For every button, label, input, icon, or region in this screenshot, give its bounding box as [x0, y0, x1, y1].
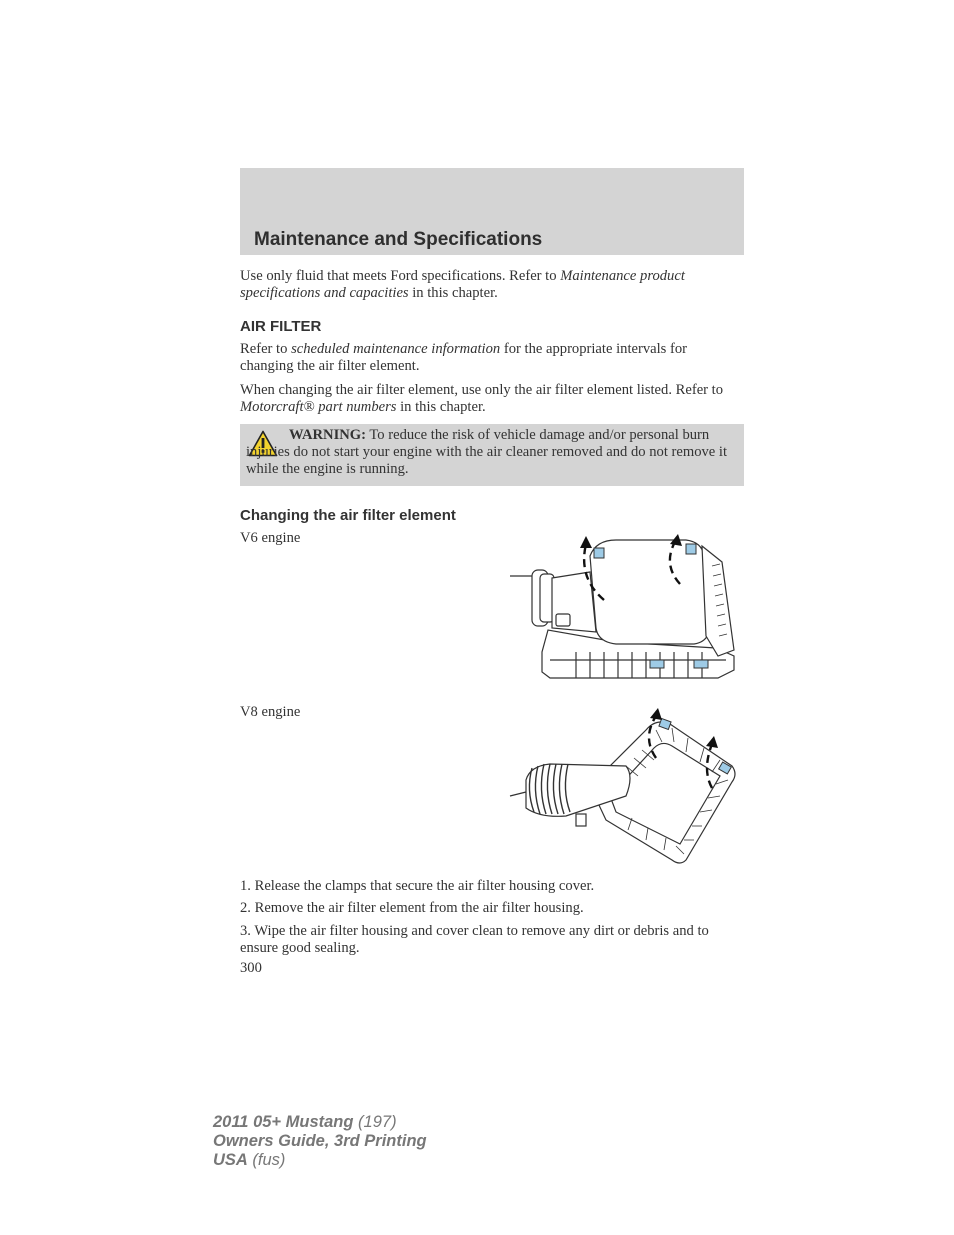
- step-1: 1. Release the clamps that secure the air filter housing cover.: [240, 878, 595, 894]
- p2-text-2: in this chapter.: [396, 399, 486, 415]
- intro-text-2: in this chapter.: [408, 285, 498, 301]
- p1-text-1: Refer to: [240, 341, 292, 357]
- air-filter-paragraph-1: [240, 341, 740, 375]
- v8-label: V8 engine: [240, 704, 301, 720]
- v6-label: V6 engine: [240, 530, 301, 546]
- warning-body: To reduce the risk of vehicle damage and/or personal burn injuries do not start your engine with the air cleaner removed and do not remove it while the engine is running.: [246, 427, 728, 477]
- footer-model-code: (197): [353, 1113, 397, 1131]
- warning-box: [240, 424, 744, 486]
- step-2: 2. Remove the air filter element from the air filter housing.: [240, 900, 584, 916]
- v6-air-filter-illustration: [506, 532, 742, 684]
- page-number: 300: [240, 960, 262, 976]
- air-filter-paragraph-2: [240, 382, 740, 416]
- v8-air-filter-illustration: [506, 704, 742, 864]
- footer-model: 2011 05+ Mustang: [213, 1113, 354, 1131]
- warning-label: WARNING:: [289, 427, 367, 443]
- footer-line-1: [213, 1113, 427, 1132]
- p1-text-2: for the appropriate intervals for changing the air filter element.: [240, 341, 688, 374]
- footer-market-code: (fus): [247, 1151, 286, 1169]
- changing-heading: Changing the air filter element: [240, 507, 456, 524]
- footer: [213, 1113, 427, 1170]
- air-filter-heading: AIR FILTER: [240, 318, 322, 335]
- section-title: Maintenance and Specifications: [254, 229, 543, 250]
- footer-line-2: Owners Guide, 3rd Printing: [213, 1132, 427, 1150]
- intro-link: Maintenance product specifications and capacities: [240, 268, 685, 301]
- footer-line-3: [213, 1151, 427, 1170]
- p2-text-1: When changing the air filter element, use only the air filter element listed. Refer to: [240, 382, 724, 398]
- warning-text: [246, 427, 738, 478]
- footer-market: USA: [213, 1151, 248, 1169]
- step-3: 3. Wipe the air filter housing and cover clean to remove any dirt or debris and to ensure good sealing.: [240, 923, 709, 956]
- intro-paragraph: [240, 268, 740, 302]
- p2-link: Motorcraft® part numbers: [240, 399, 397, 415]
- section-header-band: [240, 168, 744, 255]
- intro-text-1: Use only fluid that meets Ford specifications. Refer to: [240, 268, 561, 284]
- p1-link: scheduled maintenance information: [291, 341, 501, 357]
